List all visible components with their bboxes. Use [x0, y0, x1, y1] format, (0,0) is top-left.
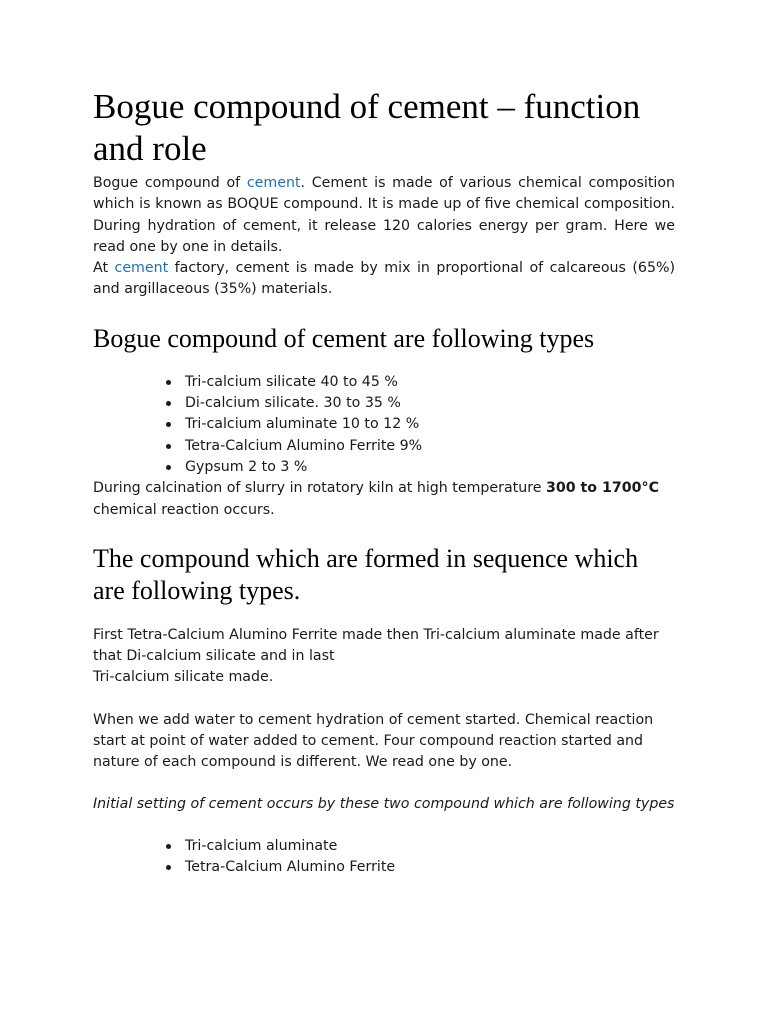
- list-item: Tri-calcium aluminate: [185, 836, 675, 857]
- list-item: Di-calcium silicate. 30 to 35 %: [185, 393, 675, 414]
- cement-link[interactable]: cement: [246, 175, 301, 191]
- cement-factory-link[interactable]: cement: [114, 260, 169, 277]
- temperature-range: 300 to 1700°C: [545, 480, 659, 497]
- initial-setting-note: Initial setting of cement occurs by these two compound which are following types: [93, 795, 675, 812]
- initial-setting-list: [93, 836, 675, 879]
- calcination-text-2: chemical reaction occurs.: [93, 501, 275, 518]
- intro-text-3: At: [93, 260, 115, 277]
- sequence-text-1: First Tetra-Calcium Alumino Ferrite made then Tri-calcium aluminate made after that Di-calcium silicate and in last: [93, 626, 659, 665]
- intro-text-2: . Cement is made of various chemical composition which is known as BOQUE compound. It is made up of five chemical composition. During hydration of cement, it release 120 calories energy per gram. Here we read one by one in details.: [93, 175, 676, 255]
- list-item: Tri-calcium silicate 40 to 45 %: [185, 372, 675, 393]
- intro-text-1: Bogue compound of: [93, 175, 247, 191]
- document-page: [93, 86, 675, 879]
- compound-percent-list: [93, 372, 675, 478]
- section-heading-types: Bogue compound of cement are following types: [93, 323, 595, 353]
- section-heading-sequence: The compound which are formed in sequence which are following types.: [93, 543, 639, 605]
- page-title: Bogue compound of cement – function and role: [93, 87, 641, 168]
- list-item: Tetra-Calcium Alumino Ferrite: [185, 857, 675, 878]
- sequence-text-2: Tri-calcium silicate made.: [93, 669, 274, 686]
- sequence-paragraph: [93, 625, 675, 689]
- intro-paragraph: [93, 173, 675, 301]
- calcination-text-1: During calcination of slurry in rotatory kiln at high temperature: [93, 480, 546, 497]
- list-item: Gypsum 2 to 3 %: [185, 457, 675, 478]
- calcination-paragraph: [93, 478, 675, 521]
- list-item: Tetra-Calcium Alumino Ferrite 9%: [185, 436, 675, 457]
- hydration-paragraph: When we add water to cement hydration of cement started. Chemical reaction start at point of water added to cement. Four compound reaction started and nature of each compound is different. We read one by one.: [93, 711, 654, 771]
- intro-text-4: factory, cement is made by mix in proportional of calcareous (65%) and argillaceous (35%) materials.: [93, 260, 675, 298]
- list-item: Tri-calcium aluminate 10 to 12 %: [185, 414, 675, 435]
